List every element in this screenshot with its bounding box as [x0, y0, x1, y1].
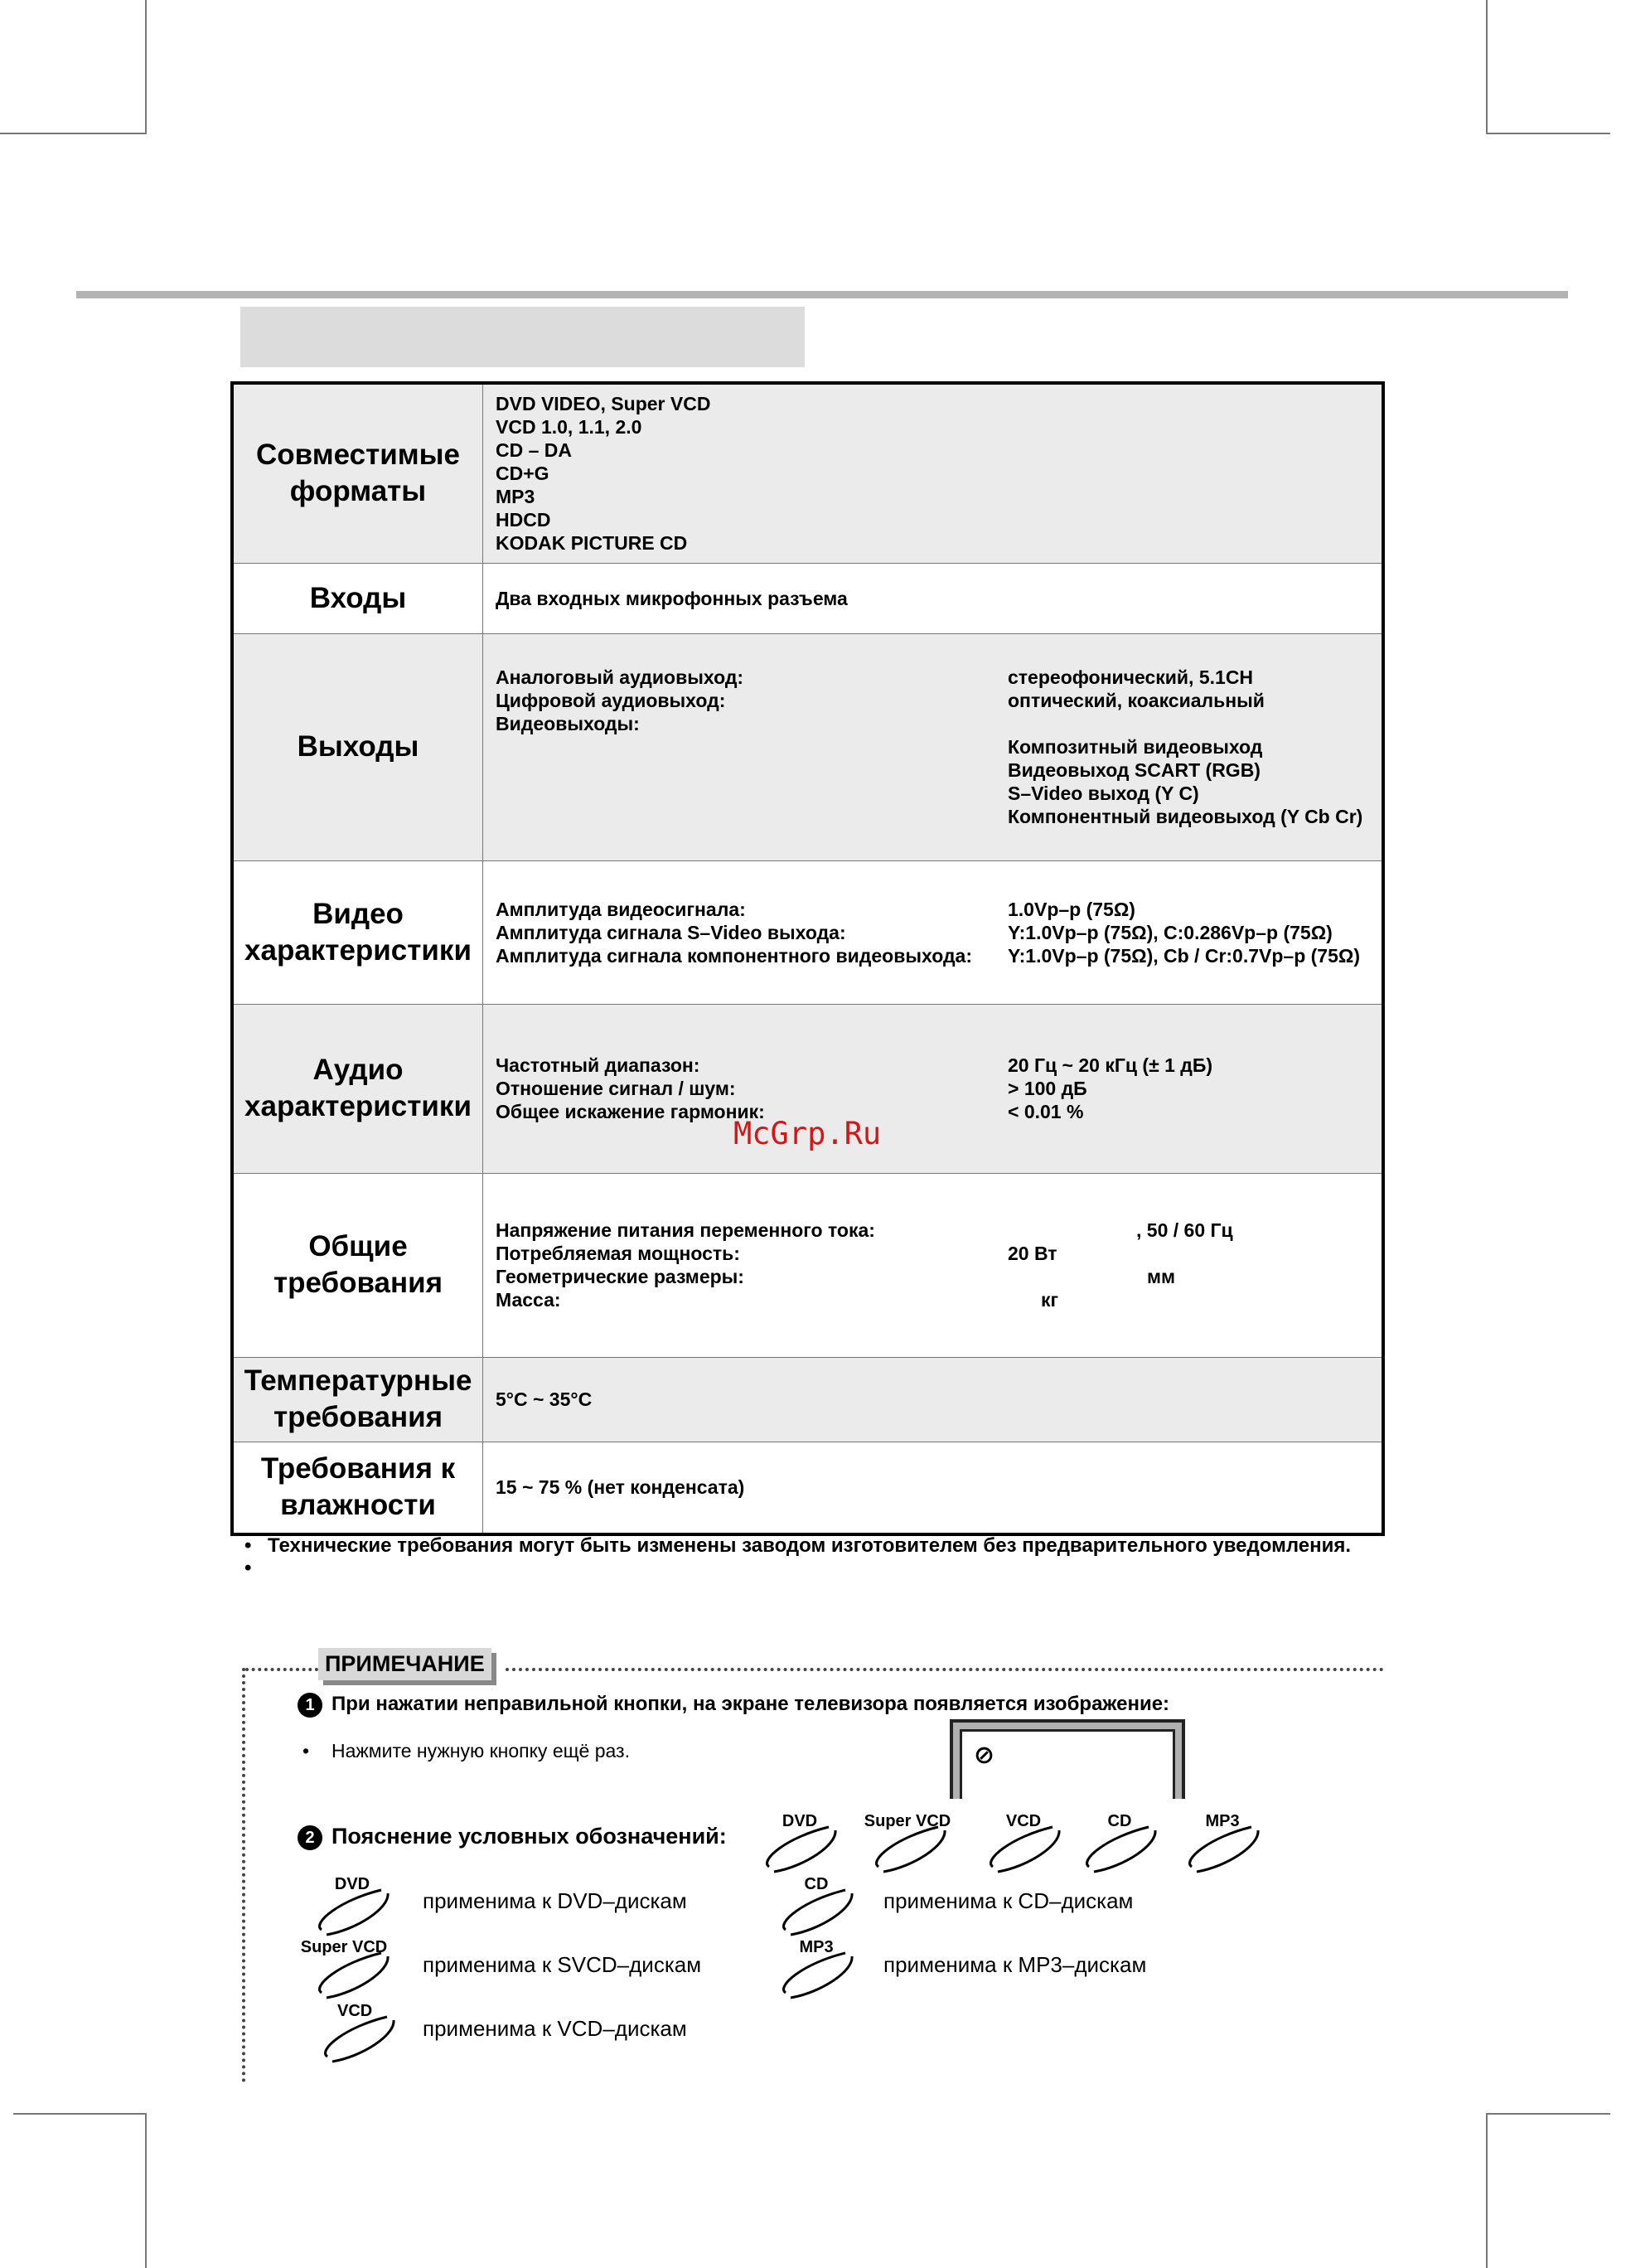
format-line: HDCD [496, 509, 551, 531]
crop-mark [1486, 0, 1488, 134]
footnotes [243, 1535, 1386, 1578]
format-line: CD+G [496, 463, 549, 485]
disc-icon-svcd [854, 1812, 961, 1877]
format-line: MP3 [496, 486, 535, 508]
spec-key: Амплитуда сигнала компонентного видеовыхода: [496, 944, 973, 967]
digital-val: оптический, коаксиальный [1008, 690, 1265, 711]
disc-label: VCD [1005, 1812, 1042, 1830]
header-rule [76, 291, 1568, 298]
disc-icon-vcd [978, 1812, 1069, 1877]
row-outputs [232, 633, 1383, 860]
disc-label: Super VCD [300, 1938, 388, 1956]
spec-val: 20 Вт [1008, 1243, 1057, 1264]
label-general: Общие требования [232, 1173, 483, 1357]
spec-key: Отношение сигнал / шум: [496, 1078, 736, 1099]
note-title: ПРИМЕЧАНИЕ [318, 1648, 491, 1680]
legend-disc-mp3 [771, 1938, 862, 2003]
spec-val: Y:1.0Vp–p (75Ω), C:0.286Vp–p (75Ω) [1008, 921, 1333, 943]
row-humidity [232, 1442, 1383, 1534]
crop-mark [1486, 2113, 1610, 2115]
video-out-item: S–Video выход (Y C) [1008, 783, 1199, 804]
humidity-text: 15 ~ 75 % (нет конденсата) [496, 1476, 745, 1499]
legend-text: применима к VCD–дискам [423, 2016, 687, 2041]
value-general [483, 1173, 1384, 1357]
disc-label: MP3 [1205, 1812, 1240, 1830]
label-outputs: Выходы [232, 633, 483, 860]
spec-key: Амплитуда видеосигнала: [496, 898, 746, 920]
note-item-2: Пояснение условных обозначений: [331, 1824, 727, 1849]
label-audio: Аудио характеристики [232, 1004, 483, 1173]
analog-val: стереофонический, 5.1CH [1008, 666, 1254, 688]
value-formats [483, 383, 1384, 563]
row-video [232, 860, 1383, 1004]
analog-key: Аналоговый аудиовыход: [496, 666, 744, 688]
video-out-item: Композитный видеовыход [1008, 736, 1263, 758]
disc-icon-cd [1074, 1812, 1165, 1877]
label-formats: Совместимые форматы [232, 383, 483, 563]
spec-val: < 0.01 % [1008, 1101, 1084, 1122]
prohibited-icon: ⊘ [974, 1742, 995, 1769]
spec-key: Частотный диапазон: [496, 1054, 700, 1076]
crop-mark [0, 133, 145, 134]
format-line: VCD 1.0, 1.1, 2.0 [496, 416, 642, 439]
format-line: CD – DA [496, 439, 573, 462]
watermark: McGrp.Ru [733, 1116, 882, 1151]
disc-label: VCD [337, 2002, 373, 2020]
spec-val: , 50 / 60 Гц [1136, 1219, 1233, 1241]
disc-label: DVD [334, 1875, 370, 1893]
spec-val: 20 Гц ~ 20 кГц (± 1 дБ) [1008, 1054, 1213, 1076]
spec-key: Масса: [496, 1289, 561, 1311]
legend-disc-dvd [307, 1875, 398, 1940]
disc-label: DVD [782, 1812, 818, 1830]
crop-mark [1486, 133, 1610, 134]
tv-screen-illustration [950, 1719, 1185, 1799]
legend-text: применима к MP3–дискам [883, 1952, 1147, 1977]
crop-mark [145, 0, 147, 134]
label-video: Видео характеристики [232, 860, 483, 1004]
legend-disc-svcd [290, 1938, 398, 2003]
number-badge: 2 [298, 1825, 322, 1850]
spec-key: Потребляемая мощность: [496, 1243, 740, 1264]
label-inputs: Входы [232, 563, 483, 633]
legend-text: применима к SVCD–дискам [423, 1952, 702, 1977]
row-inputs [232, 563, 1383, 633]
spec-key: Амплитуда сигнала S–Video выхода: [496, 921, 846, 943]
note-item-1-sub: Нажмите нужную кнопку ещё раз. [331, 1740, 630, 1762]
disc-label: CD [1107, 1812, 1132, 1830]
disc-icon-mp3 [1177, 1812, 1268, 1877]
note-border [242, 1668, 245, 2082]
video-out-item: Компонентный видеовыход (Y Cb Cr) [1008, 806, 1363, 827]
disc-label: CD [804, 1875, 829, 1893]
spec-val: кг [1041, 1289, 1059, 1311]
legend-disc-cd [771, 1875, 862, 1940]
spec-val: > 100 дБ [1008, 1078, 1087, 1099]
footnote-item: • Технические требования могут быть изменены заводом изготовителем без предварительного уведомления. [243, 1535, 1386, 1556]
note-border [506, 1668, 1384, 1671]
crop-mark [145, 2113, 147, 2268]
label-humidity: Требования к влажности [232, 1442, 483, 1534]
value-inputs [483, 563, 1384, 633]
spec-val: 1.0Vp–p (75Ω) [1008, 898, 1135, 920]
note-border [245, 1668, 318, 1671]
footnote-item [243, 1558, 1386, 1578]
label-temperature: Температурные требования [232, 1357, 483, 1442]
note-item-1: При нажатии неправильной кнопки, на экране телевизора появляется изображение: [331, 1693, 1170, 1715]
disc-icon-dvd [754, 1812, 845, 1877]
section-heading-box [240, 307, 805, 367]
value-outputs [483, 633, 1384, 860]
spec-key: Напряжение питания переменного тока: [496, 1219, 875, 1241]
inputs-text: Два входных микрофонных разъема [496, 587, 848, 609]
format-line: KODAK PICTURE CD [496, 532, 688, 555]
bullet-dot: • [302, 1740, 310, 1762]
spec-val: мм [1147, 1266, 1176, 1287]
format-line: DVD VIDEO, Super VCD [496, 393, 711, 415]
disc-label: MP3 [799, 1938, 834, 1956]
legend-text: применима к DVD–дискам [423, 1888, 687, 1913]
legend-text: применима к CD–дискам [883, 1888, 1134, 1913]
spec-val: Y:1.0Vp–p (75Ω), Cb / Cr:0.7Vp–p (75Ω) [1008, 944, 1360, 967]
legend-disc-vcd [312, 2002, 404, 2067]
specifications-table [230, 381, 1385, 1536]
value-video [483, 860, 1384, 1004]
value-audio [483, 1004, 1384, 1173]
row-temperature [232, 1357, 1383, 1442]
disc-label: Super VCD [864, 1812, 951, 1830]
row-general [232, 1173, 1383, 1357]
digital-key: Цифровой аудиовыход: [496, 690, 726, 711]
crop-mark [13, 2113, 145, 2115]
value-temperature [483, 1357, 1384, 1442]
video-out-item: Видеовыход SCART (RGB) [1008, 759, 1261, 781]
spec-key: Геометрические размеры: [496, 1266, 744, 1287]
video-key: Видеовыходы: [496, 713, 640, 734]
row-formats [232, 383, 1383, 563]
value-humidity [483, 1442, 1384, 1534]
crop-mark [1486, 2113, 1488, 2268]
spec-key: Общее искажение гармоник: [496, 1101, 765, 1122]
number-badge: 1 [298, 1693, 322, 1718]
temperature-text: 5°C ~ 35°C [496, 1388, 593, 1410]
